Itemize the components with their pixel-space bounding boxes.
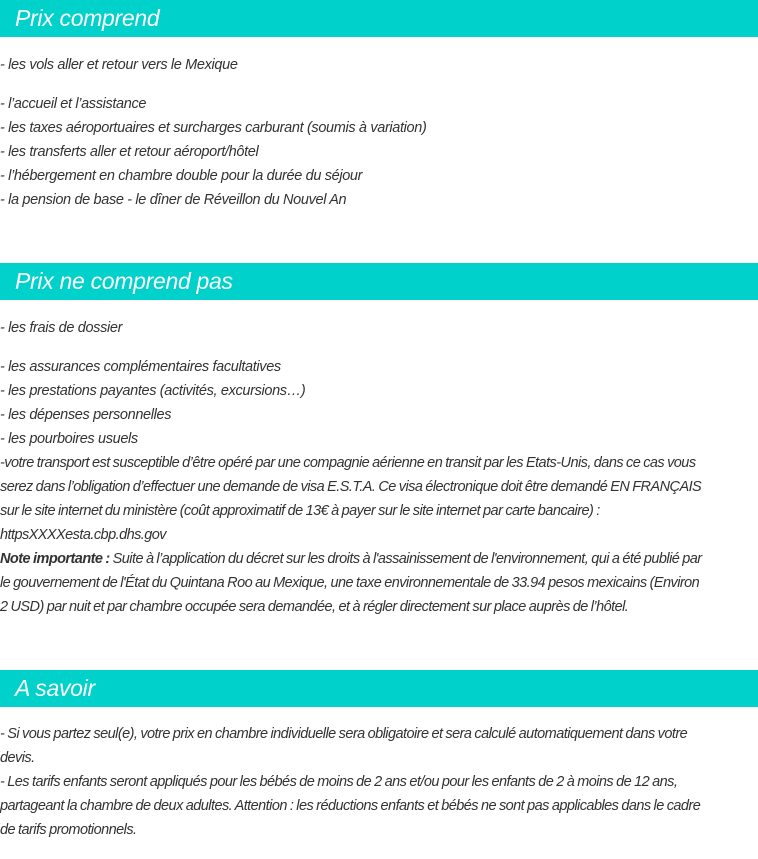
included-item-taxes: - les taxes aéroportuaires et surcharges carburant (soumis à variation) — [0, 120, 427, 136]
esta-line: -votre transport est susceptible d’être opéré par une compagnie aérienne en transit par les Etats-Unis, dans ce cas vous — [0, 455, 696, 471]
included-item-flights: - les vols aller et retour vers le Mexique — [0, 57, 238, 73]
excluded-item-tips: - les pourboires usuels — [0, 431, 138, 447]
good-to-know-line: devis. — [0, 750, 35, 766]
esta-url: httpsXXXXesta.cbp.dhs.gov — [0, 527, 166, 543]
section-header-prix-comprend: Prix comprend — [0, 0, 758, 37]
esta-paragraph — [0, 451, 758, 547]
good-to-know-line: partageant la chambre de deux adultes. Attention : les réductions enfants et bébés ne sont pas applicables dans le cadre — [0, 798, 701, 814]
note-line: 2 USD) par nuit et par chambre occupée sera demandée, et à régler directement sur place auprès de l’hôtel. — [0, 599, 629, 615]
good-to-know-paragraph — [0, 722, 758, 842]
good-to-know-line: - Si vous partez seul(e), votre prix en chambre individuelle sera obligatoire et sera calculé automatiquement dans votre — [0, 726, 688, 742]
note-line — [0, 547, 758, 571]
included-item-transfers: - les transferts aller et retour aéroport/hôtel — [0, 144, 259, 160]
note-line: le gouvernement de l'État du Quintana Roo au Mexique, une taxe environnementale de 33.94 pesos mexicains (Environ — [0, 575, 700, 591]
included-item-accommodation: - l’hébergement en chambre double pour la durée du séjour — [0, 168, 363, 184]
excluded-item-fees: - les frais de dossier — [0, 320, 123, 336]
included-item-welcome: - l’accueil et l’assistance — [0, 96, 147, 112]
excluded-item-personal-expenses: - les dépenses personnelles — [0, 407, 172, 423]
excluded-item-paid-services: - les prestations payantes (activités, excursions…) — [0, 383, 306, 399]
note-label: Note importante : — [0, 551, 110, 567]
included-item-board: - la pension de base - le dîner de Réveillon du Nouvel An — [0, 192, 347, 208]
good-to-know-line: - Les tarifs enfants seront appliqués pour les bébés de moins de 2 ans et/ou pour les enfants de 2 à moins de 12 ans, — [0, 774, 678, 790]
section-header-a-savoir: A savoir — [0, 670, 758, 707]
section-header-prix-ne-comprend-pas: Prix ne comprend pas — [0, 263, 758, 300]
esta-line: sur le site internet du ministère (coût approximatif de 13€ à payer sur le site internet par carte bancaire) : — [0, 503, 600, 519]
esta-line: serez dans l’obligation d’effectuer une demande de visa E.S.T.A. Ce visa électronique doit être demandé EN FRANÇAIS — [0, 479, 702, 495]
excluded-item-insurance: - les assurances complémentaires facultatives — [0, 359, 281, 375]
note-text: Suite à l’application du décret sur les droits à l'assainissement de l'environnement, qui a été publié par — [109, 551, 702, 567]
good-to-know-line: de tarifs promotionnels. — [0, 822, 137, 838]
important-note-paragraph — [0, 547, 758, 619]
